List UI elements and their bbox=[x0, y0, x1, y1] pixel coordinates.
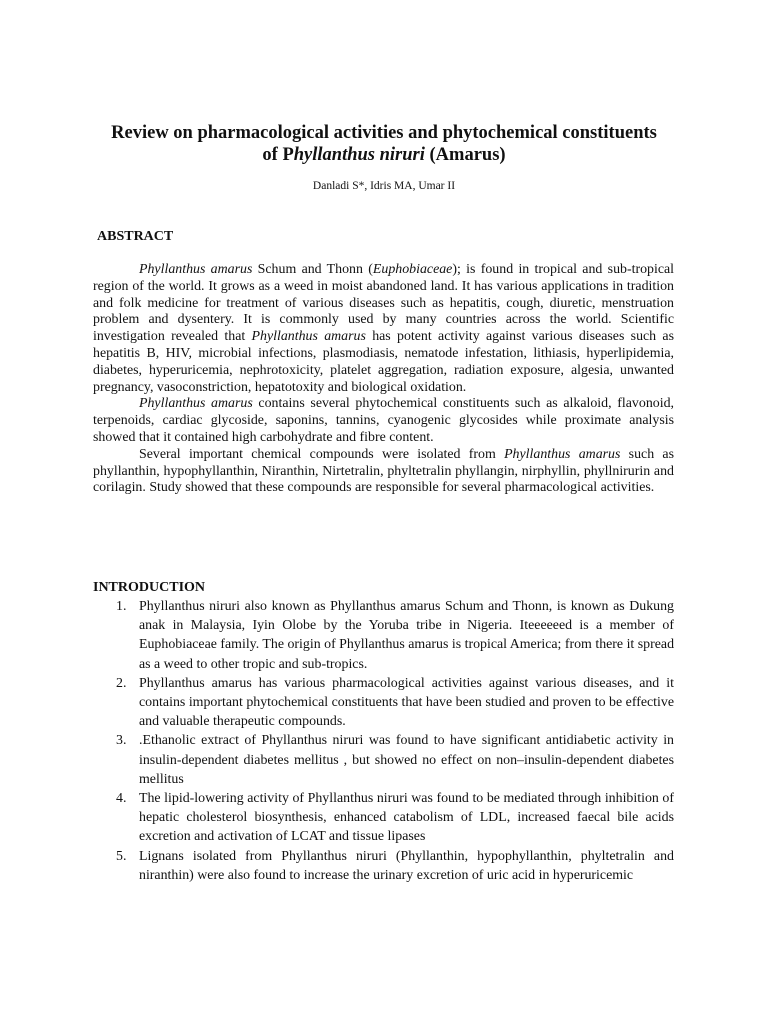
abstract-text: contains several phytochemical constituents such as alkaloid, flavonoid, terpenoids, cardiac glycoside, saponins, tannins, cyanogenic glycosides while proximate analysis showed that it contained high carbohydrate and fibre content. bbox=[93, 396, 674, 445]
list-item-text: The lipid-lowering activity of Phyllanthus niruri was found to be mediated through inhibition of hepatic cholesterol biosynthesis, enhanced catabolism of LDL, increased faecal bile acids excretion and activation of LCAT and tissue lipases bbox=[139, 791, 674, 845]
paper-title bbox=[60, 122, 708, 166]
abstract-text: Several important chemical compounds were isolated from bbox=[139, 446, 505, 462]
introduction-heading: INTRODUCTION bbox=[93, 580, 206, 595]
list-item bbox=[93, 731, 674, 789]
list-item bbox=[93, 847, 674, 885]
species-name: Phyllanthus amarus bbox=[504, 446, 621, 462]
abstract-text: has potent activity against various diseases such as hepatitis B, HIV, microbial infections, plasmodiasis, nematode infestation, lithiasis, hyperlipidemia, diabetes, hyperuricemia, nephrotoxicity, platelet aggregation, radiation exposure, algesia, unwanted pregnancy, vasoconstriction, hepatotoxity and biological oxidation. bbox=[93, 329, 674, 395]
species-name: Phyllanthus amarus bbox=[139, 262, 253, 277]
list-item bbox=[93, 597, 674, 674]
introduction-list bbox=[93, 597, 674, 885]
list-item-number: 2. bbox=[116, 675, 127, 691]
list-item-text: Lignans isolated from Phyllanthus niruri (Phyllanthin, hypophyllanthin, phyltetralin and niranthin) were also found to increase the urinary excretion of uric acid in hyperuricemic bbox=[139, 848, 674, 883]
list-item-text: Phyllanthus niruri also known as Phyllanthus amarus Schum and Thonn, is known as Dukung anak in Malaysia, Iyin Olobe by the Yoruba tribe in Nigeria. Iteeeeeed is a member of Euphobiaceae family. The origin of Phyllanthus amarus is tropical America; from there it spread as a weed to other tropic and sub-tropics. bbox=[139, 599, 675, 672]
abstract-paragraph-3 bbox=[93, 447, 674, 497]
species-name: Phyllanthus amarus bbox=[139, 396, 253, 412]
list-item-number: 3. bbox=[116, 733, 127, 749]
list-item-number: 4. bbox=[116, 791, 127, 807]
list-item-text: .Ethanolic extract of Phyllanthus niruri was found to have significant antidiabetic activity in insulin-dependent diabetes mellitus , but showed no effect on non–insulin-dependent diabetes mellitus bbox=[139, 733, 674, 787]
list-item bbox=[93, 789, 674, 847]
title-line-2-suffix: (Amarus) bbox=[424, 145, 506, 165]
author-list: Danladi S*, Idris MA, Umar II bbox=[312, 180, 456, 192]
title-line-1: Review on pharmacological activities and phytochemical constituents bbox=[111, 123, 657, 143]
abstract-text: Schum and Thonn ( bbox=[252, 262, 373, 277]
list-item bbox=[93, 674, 674, 732]
species-name: Phyllanthus amarus bbox=[251, 329, 366, 345]
title-line-2-prefix: of P bbox=[262, 145, 294, 165]
list-item-number: 1. bbox=[116, 599, 127, 614]
abstract-body bbox=[93, 262, 674, 497]
title-line-2-species: hyllanthus niruri bbox=[293, 145, 425, 165]
abstract-paragraph-2 bbox=[93, 396, 674, 446]
abstract-heading: ABSTRACT bbox=[97, 229, 174, 244]
abstract-text: such as phyllanthin, hypophyllanthin, Niranthin, Nirtetralin, phyltetralin phyllangin, nirphyllin, phyllnirurin and corilagin. Study showed that these compounds are responsible for several pharmacological activities. bbox=[93, 446, 674, 496]
abstract-text: ); is found in tropical and sub-tropical region of the world. It grows as a weed in moist abandoned land. It has various applications in tradition and folk medicine for treatment of various diseases such as hepatitis, cough, diuretic, menstruation problem and dysentery. It is commonly used by many countries across the world. Scientific investigation revealed that bbox=[93, 262, 675, 345]
abstract-paragraph-1 bbox=[93, 262, 674, 396]
family-name: Euphobiaceae bbox=[372, 262, 453, 277]
list-item-text: Phyllanthus amarus has various pharmacological activities against various diseases, and it contains important phytochemical constituents that have been studied and proven to be effective and valuable therapeutic compounds. bbox=[139, 675, 674, 730]
list-item-number: 5. bbox=[116, 848, 127, 864]
